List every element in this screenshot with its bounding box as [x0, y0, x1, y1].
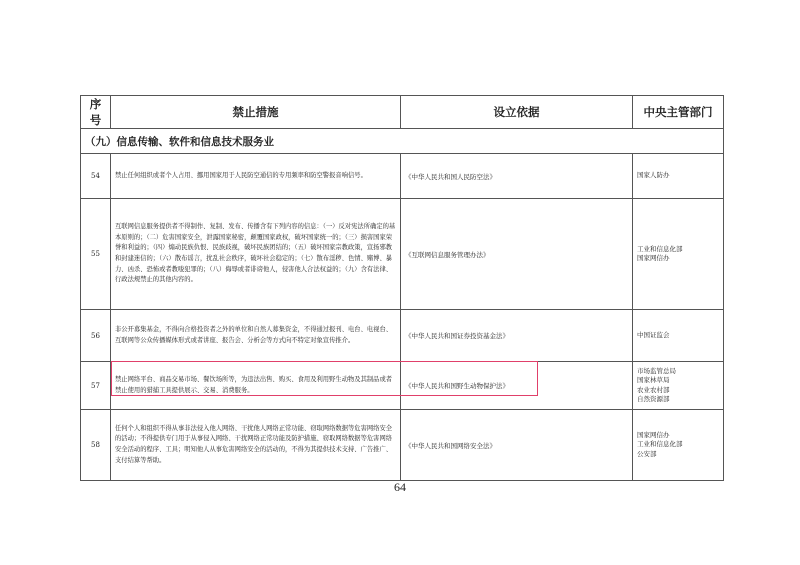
department: 工业和信息化部 — [637, 440, 683, 449]
row-departments — [633, 362, 724, 410]
row-departments — [633, 310, 724, 362]
table-row — [81, 410, 724, 481]
header-dept: 中央主管部门 — [633, 96, 724, 129]
header-basis: 设立依据 — [401, 96, 633, 129]
row-number: 57 — [81, 362, 111, 410]
header-num: 序号 — [81, 96, 111, 129]
table-row — [81, 154, 724, 199]
row-number: 54 — [81, 154, 111, 199]
row-basis: 《互联网信息服务管理办法》 — [401, 199, 633, 310]
row-measure: 非公开募集基金，不得向合格投资者之外的单位和自然人募集资金，不得通过报刊、电台、电视台、互联网等公众传播媒体形式或者讲座、报告会、分析会等方式向不特定对象宣传推介。 — [111, 310, 401, 362]
table-row — [81, 199, 724, 310]
row-measure: 互联网信息服务提供者不得制作、复制、发布、传播含有下列内容的信息：（一）反对宪法所确定的基本原则的；（二）危害国家安全，泄露国家秘密，颠覆国家政权，破坏国家统一的；（三）损害国家荣誉和利益的；（四）煽动民族仇恨、民族歧视，破坏民族团结的；（五）破坏国家宗教政策，宣扬邪教和封建迷信的；（六）散布谣言，扰乱社会秩序，破坏社会稳定的；（七）散布淫秽、色情、赌博、暴力、凶杀、恐怖或者教唆犯罪的；（八）侮辱或者诽谤他人，侵害他人合法权益的；（九）含有法律、行政法规禁止的其他内容的。 — [111, 199, 401, 310]
department: 中国证监会 — [637, 330, 670, 339]
measures-table — [80, 95, 724, 481]
section-row — [81, 129, 724, 154]
row-basis: 《中华人民共和国野生动物保护法》 — [401, 362, 633, 410]
row-measure: 任何个人和组织不得从事非法侵入他人网络、干扰他人网络正常功能、窃取网络数据等危害网络安全的活动；不得提供专门用于从事侵入网络、干扰网络正常功能及防护措施、窃取网络数据等危害网络安全活动的程序、工具；明知他人从事危害网络安全的活动的，不得为其提供技术支持、广告推广、支付结算等帮助。 — [111, 410, 401, 481]
table-row — [81, 310, 724, 362]
row-number: 58 — [81, 410, 111, 481]
department: 国家网信办 — [637, 254, 670, 262]
department: 国家林草局 — [637, 376, 670, 384]
department: 自然资源部 — [637, 395, 670, 403]
page-number: 64 — [394, 480, 406, 494]
department: 公安部 — [637, 449, 657, 458]
department: 国家人防办 — [637, 171, 670, 180]
department: 国家网信办 — [637, 430, 670, 439]
department: 市场监管总局 — [637, 366, 676, 375]
header-measure: 禁止措施 — [111, 96, 401, 129]
row-basis: 《中华人民共和国人民防空法》 — [401, 154, 633, 199]
department: 农业农村部 — [637, 385, 670, 394]
row-number: 55 — [81, 199, 111, 310]
row-measure: 禁止网络平台、商品交易市场、餐饮场所等，为违法出售、购买、食用及利用野生动物及其制品或者禁止使用的猎捕工具提供展示、交易、消费服务。 — [111, 362, 401, 410]
row-basis: 《中华人民共和国证券投资基金法》 — [401, 310, 633, 362]
row-departments — [633, 154, 724, 199]
table-header-row — [81, 96, 724, 129]
row-departments — [633, 199, 724, 310]
row-number: 56 — [81, 310, 111, 362]
row-departments — [633, 410, 724, 481]
section-title: （九）信息传输、软件和信息技术服务业 — [81, 129, 724, 154]
row-basis: 《中华人民共和国网络安全法》 — [401, 410, 633, 481]
row-measure: 禁止任何组织或者个人占用、挪用国家用于人民防空通信的专用频率和防空警报音响信号。 — [111, 154, 401, 199]
highlight-box — [111, 361, 538, 396]
department: 工业和信息化部 — [637, 244, 683, 253]
